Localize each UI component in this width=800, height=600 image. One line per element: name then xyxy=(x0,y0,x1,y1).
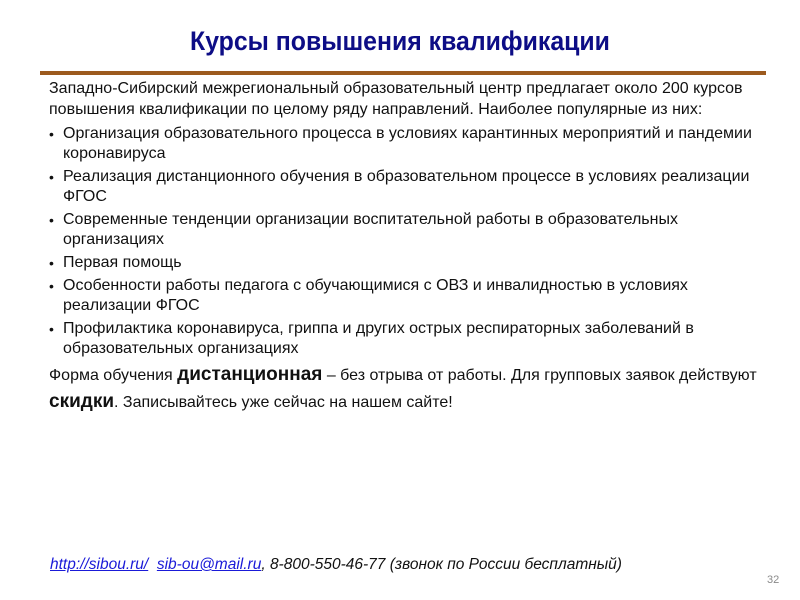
list-item xyxy=(49,253,769,273)
course-text: Организация образовательного процесса в условиях карантинных мероприятий и пандемии коронавируса xyxy=(63,125,752,162)
bullet-icon: • xyxy=(49,169,54,185)
contacts-separator xyxy=(148,556,157,573)
slide-content xyxy=(49,78,769,432)
course-text: Профилактика коронавируса, гриппа и других острых респираторных заболеваний в образовательных организациях xyxy=(63,320,694,357)
courses-list xyxy=(49,124,769,359)
bullet-icon: • xyxy=(49,212,54,228)
bullet-icon: • xyxy=(49,126,54,142)
bullet-icon: • xyxy=(49,321,54,337)
list-item xyxy=(49,276,769,316)
list-item xyxy=(49,210,769,250)
study-form-paragraph xyxy=(49,362,769,416)
list-item xyxy=(49,124,769,164)
list-item xyxy=(49,167,769,207)
course-text: Особенности работы педагога с обучающимися с ОВЗ и инвалидностью в условиях реализации ФГОС xyxy=(63,277,688,314)
intro-paragraph: Западно-Сибирский межрегиональный образовательный центр предлагает около 200 курсов повышения квалификации по целому ряду направлений. Наиболее популярные из них: xyxy=(49,80,743,118)
contacts-line xyxy=(50,556,622,574)
list-item xyxy=(49,319,769,359)
email-link[interactable]: sib-ou@mail.ru xyxy=(156,556,262,573)
bullet-icon: • xyxy=(49,278,54,294)
form-highlight-distance: дистанционная xyxy=(177,364,323,385)
course-text: Реализация дистанционного обучения в образовательном процессе в условиях реализации ФГОС xyxy=(63,168,750,205)
form-highlight-discounts: скидки xyxy=(49,391,115,412)
course-text: Первая помощь xyxy=(63,254,182,271)
bullet-icon: • xyxy=(49,255,54,271)
page-number: 32 xyxy=(767,574,780,586)
website-link[interactable]: http://sibou.ru/ xyxy=(50,556,149,573)
title-divider xyxy=(40,71,766,75)
slide-title: Курсы повышения квалификации xyxy=(190,26,610,56)
phone-text: , 8-800-550-46-77 (звонок по России бесплатный) xyxy=(261,556,622,573)
form-text-part1: Форма обучения xyxy=(49,367,178,384)
form-text-part2: – без отрыва от работы. Для групповых заявок действуют xyxy=(322,367,757,384)
form-text-part3: . Записывайтесь уже сейчас на нашем сайте! xyxy=(114,394,453,411)
course-text: Современные тенденции организации воспитательной работы в образовательных организациях xyxy=(63,211,678,248)
